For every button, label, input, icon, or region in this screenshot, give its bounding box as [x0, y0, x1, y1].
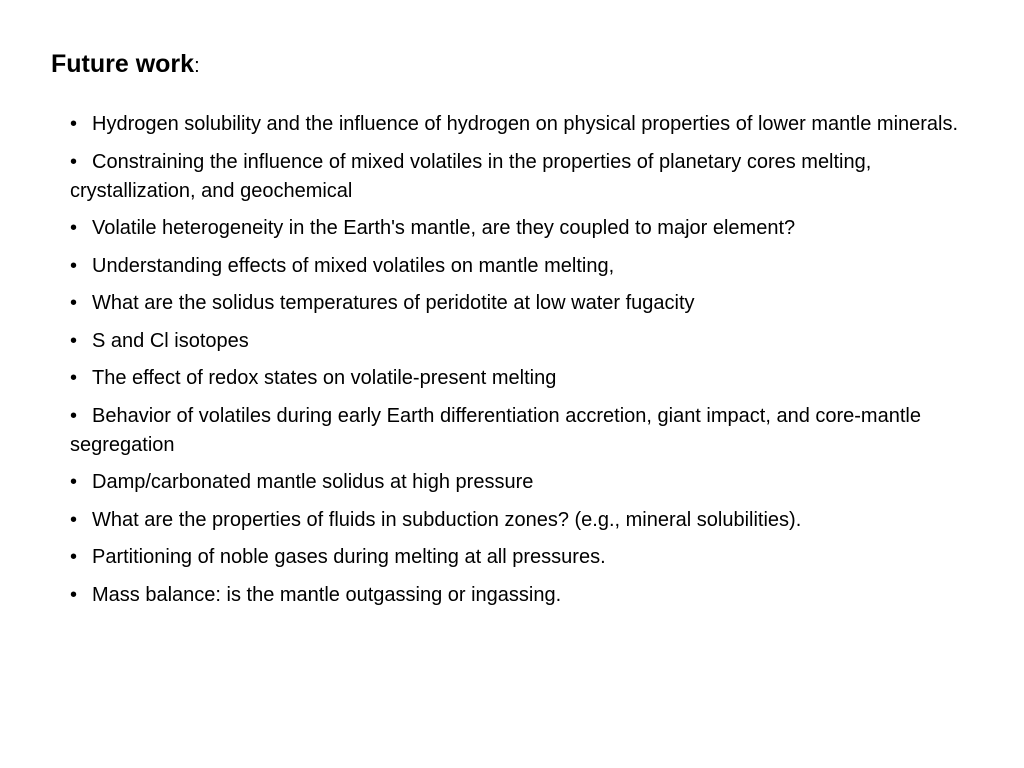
bullet-icon: •: [70, 583, 78, 606]
bullet-text: Partitioning of noble gases during melting at all pressures.: [92, 546, 606, 568]
bullet-item: [70, 506, 975, 535]
bullet-icon: •: [70, 292, 78, 314]
bullet-text: What are the solidus temperatures of peridotite at low water fugacity: [92, 292, 695, 314]
bullet-item: [70, 252, 975, 281]
bullet-icon: •: [70, 508, 78, 531]
bullet-list: [70, 110, 975, 618]
bullet-text: Constraining the influence of mixed volatiles in the properties of planetary cores melting, crystallization, and geochemical: [70, 150, 872, 202]
bullet-text: Volatile heterogeneity in the Earth's mantle, are they coupled to major element?: [92, 217, 796, 239]
bullet-icon: •: [70, 471, 78, 493]
bullet-item: [70, 214, 975, 243]
bullet-icon: •: [70, 329, 78, 352]
bullet-icon: •: [70, 113, 78, 135]
bullet-icon: •: [70, 150, 78, 173]
bullet-text: Mass balance: is the mantle outgassing or ingassing.: [92, 583, 562, 606]
bullet-item: [70, 364, 975, 393]
bullet-text: S and Cl isotopes: [92, 329, 249, 352]
bullet-item: [70, 543, 975, 572]
bullet-item: [70, 402, 975, 460]
slide-title-colon: :: [194, 55, 200, 77]
bullet-text: Behavior of volatiles during early Earth differentiation accretion, giant impact, and core-mantle segregation: [70, 404, 921, 456]
bullet-icon: •: [70, 546, 78, 568]
bullet-text: Hydrogen solubility and the influence of hydrogen on physical properties of lower mantle minerals.: [92, 113, 959, 135]
slide-title: [51, 48, 200, 82]
bullet-item: [70, 148, 975, 206]
bullet-icon: •: [70, 404, 78, 427]
bullet-item: [70, 289, 975, 318]
bullet-text: What are the properties of fluids in subduction zones? (e.g., mineral solubilities).: [92, 508, 802, 531]
bullet-item: [70, 581, 975, 610]
bullet-item: [70, 468, 975, 497]
bullet-item: [70, 327, 975, 356]
bullet-item: [70, 110, 975, 139]
bullet-icon: •: [70, 217, 78, 239]
slide-title-text: Future work: [51, 50, 195, 78]
bullet-icon: •: [70, 254, 78, 277]
bullet-icon: •: [70, 367, 78, 389]
bullet-text: Understanding effects of mixed volatiles on mantle melting,: [92, 254, 615, 277]
bullet-text: The effect of redox states on volatile-present melting: [92, 367, 557, 389]
bullet-text: Damp/carbonated mantle solidus at high pressure: [92, 471, 534, 493]
